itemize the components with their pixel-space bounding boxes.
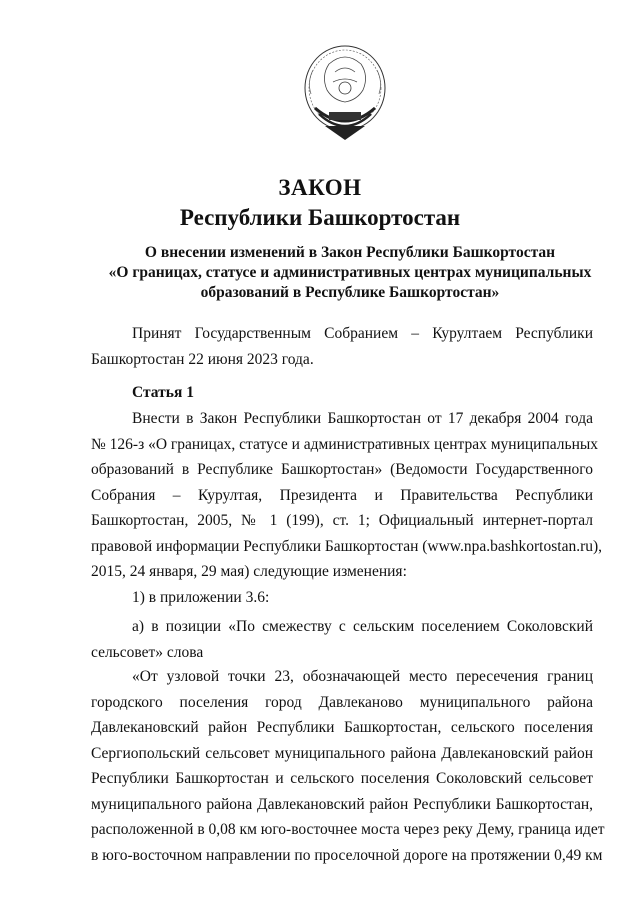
- quote-line: муниципального района Давлекановский район Республики Башкортостан,: [91, 795, 593, 813]
- quote-line: расположенной в 0,08 км юго-восточнее моста через реку Дему, граница идет: [91, 821, 605, 838]
- quote-line: «От узловой точки 23, обозначающей место пересечения границ: [132, 668, 593, 685]
- sub-item: [91, 614, 593, 665]
- quote-line: Республики Башкортостан и сельского поселения Соколовский сельсовет: [91, 770, 593, 787]
- quote-line: городского поселения город Давлеканово муниципального района: [91, 693, 593, 711]
- quote-line: в юго-восточном направлении по проселочной дороге на протяжении 0,49 км: [91, 846, 603, 864]
- law-subtitle: Республики Башкортостан: [179, 205, 461, 230]
- paragraph-line: 2015, 24 января, 29 мая) следующие изменения:: [91, 563, 407, 580]
- coat-of-arms-emblem: [299, 42, 391, 142]
- sub-item-line: сельсовет» слова: [91, 643, 204, 661]
- law-title: ЗАКОН: [278, 175, 362, 200]
- subject-line: образований в Республике Башкортостан»: [200, 284, 500, 301]
- document-title: [0, 173, 640, 233]
- paragraph-line: № 126-з «О границах, статусе и административных центрах муниципальных: [91, 435, 599, 453]
- paragraph-line: Собрания – Курултая, Президента и Правительства Республики: [91, 486, 593, 504]
- quoted-text: [91, 664, 605, 868]
- paragraph-line: Башкортостан, 2005, № 1 (199), ст. 1; Официальный интернет-портал: [91, 512, 593, 529]
- law-subject: [90, 243, 610, 303]
- adoption-line: Башкортостан 22 июня 2023 года.: [91, 350, 314, 368]
- paragraph-line: Внести в Закон Республики Башкортостан от 17 декабря 2004 года: [132, 410, 593, 427]
- subject-line: «О границах, статусе и административных центрах муниципальных: [108, 264, 592, 281]
- adoption-line: Принят Государственным Собранием – Курултаем Республики: [132, 325, 593, 342]
- paragraph-line: образований в Республике Башкортостан» (Ведомости Государственного: [91, 461, 593, 478]
- sub-item-line: а) в позиции «По смежеству с сельским поселением Соколовский: [132, 618, 593, 635]
- article-heading: Статья 1: [132, 384, 194, 401]
- quote-line: Давлекановский район Республики Башкортостан, сельского поселения: [91, 719, 593, 736]
- quote-line: Сергиопольский сельсовет муниципального района Давлекановский район: [91, 744, 593, 762]
- list-item: [91, 585, 593, 611]
- paragraph-line: правовой информации Республики Башкортостан (www.npa.bashkortostan.ru),: [91, 537, 603, 555]
- article-paragraph: [91, 406, 603, 585]
- list-item-line: 1) в приложении 3.6:: [132, 589, 270, 606]
- subject-line: О внесении изменений в Закон Республики Башкортостан: [144, 244, 556, 261]
- adoption-statement: [91, 321, 593, 372]
